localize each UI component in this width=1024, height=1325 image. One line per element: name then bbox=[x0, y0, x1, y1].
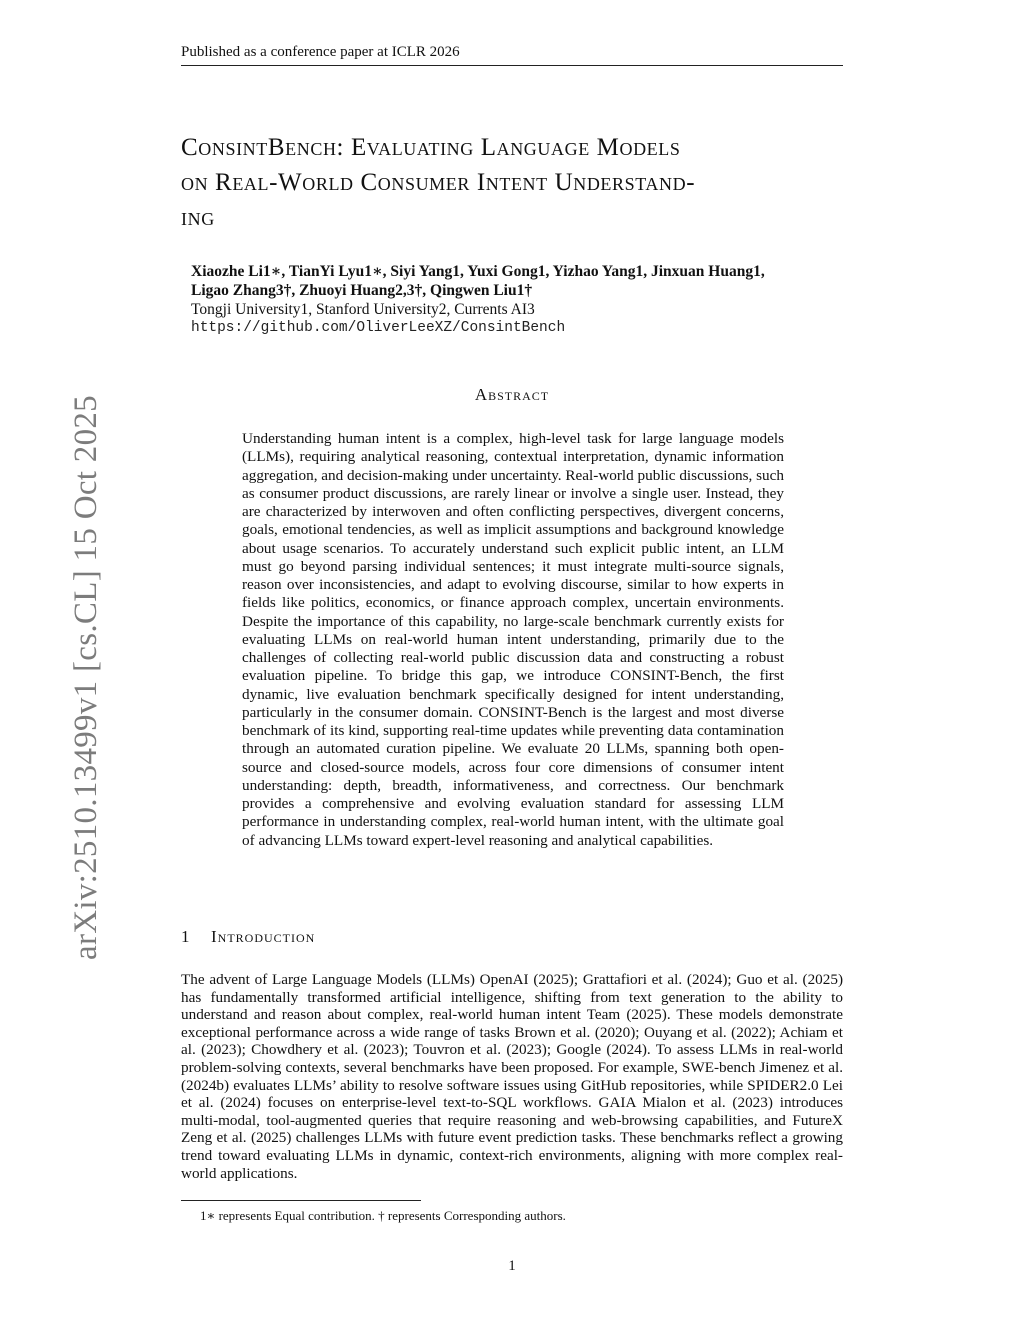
page-number: 1 bbox=[508, 1258, 516, 1274]
section-number: 1 bbox=[181, 927, 191, 946]
title-line-3: ing bbox=[181, 204, 215, 231]
author-line-2: Ligao Zhang3†, Zhuoyi Huang2,3†, Qingwen Liu1† bbox=[191, 282, 533, 299]
introduction-body: The advent of Large Language Models (LLMs) OpenAI (2025); Grattafiori et al. (2024); Guo et al. (2025) has fundamentally transformed artificial intelligence, shifting from text generation to the ability to understand and reason about complex, real-world human intent Team (2025). These models demonstrate exceptional performance across a wide range of tasks Brown et al. (2020); Ouyang et al. (2022); Achiam et al. (2023); Chowdhery et al. (2023); Touvron et al. (2023); Google (2024). To assess LLMs in real-world problem-solving contexts, several benchmarks have been proposed. For example, SWE-bench Jimenez et al. (2024b) evaluates LLMs’ ability to resolve software issues using GitHub repositories, while SPIDER2.0 Lei et al. (2024) focuses on enterprise-level text-to-SQL workflows. GAIA Mialon et al. (2023) introduces multi-modal, tool-augmented queries that require reasoning and web-browsing capabilities, and FutureX Zeng et al. (2025) challenges LLMs with future event prediction tasks. These benchmarks reflect a growing trend toward evaluating LLMs in dynamic, context-rich environments, aligning with more complex real-world applications. bbox=[181, 971, 843, 1182]
affiliations: Tongji University1, Stanford University2, Currents AI3 bbox=[191, 301, 535, 318]
paper-title bbox=[181, 130, 845, 235]
running-header: Published as a conference paper at ICLR 2026 bbox=[181, 44, 843, 66]
title-line-2: on Real-World Consumer Intent Understand- bbox=[181, 169, 696, 196]
section-heading bbox=[181, 927, 315, 947]
author-block bbox=[191, 262, 831, 338]
abstract-body: Understanding human intent is a complex, high-level task for large language models (LLMs), requiring analytical reasoning, contextual interpretation, dynamic information aggregation, and decision-making under uncertainty. Real-world public discussions, such as consumer product discussions, are rarely linear or involve a single user. Instead, they are characterized by interwoven and often conflicting perspectives, divergent concerns, goals, emotional tendencies, as well as implicit assumptions and background knowledge about usage scenarios. To accurately understand such explicit public intent, an LLM must go beyond parsing individual sentences; it must integrate multi-source signals, reason over inconsistencies, and adapt to evolving discourse, similar to how experts in fields like politics, economics, or finance approach complex, uncertain environments. Despite the importance of this capability, no large-scale benchmark currently exists for evaluating LLMs on real-world human intent understanding, primarily due to the challenges of collecting real-world public discussion data and constructing a robust evaluation pipeline. To bridge this gap, we introduce CONSINT-Bench, the first dynamic, live evaluation benchmark specifically designed for intent understanding, particularly in the consumer domain. CONSINT-Bench is the largest and most diverse benchmark of its kind, supporting real-time updates while preventing data contamination through an automated curation pipeline. We evaluate 20 LLMs, spanning both open-source and closed-source models, across four core dimensions of consumer intent understanding: depth, breadth, informativeness, and correctness. Our benchmark provides a comprehensive and evolving evaluation standard for assessing LLM performance in understanding complex, real-world human intent, with the ultimate goal of advancing LLMs toward expert-level reasoning and analytical capabilities. bbox=[242, 430, 784, 849]
arxiv-stamp-text: arXiv:2510.13499v1 [cs.CL] 15 Oct 2025 bbox=[68, 395, 104, 960]
arxiv-stamp bbox=[6, 374, 104, 960]
repo-url[interactable]: https://github.com/OliverLeeXZ/ConsintBench bbox=[191, 320, 566, 336]
author-line-1: Xiaozhe Li1∗, TianYi Lyu1∗, Siyi Yang1, Yuxi Gong1, Yizhao Yang1, Jinxuan Huang1, bbox=[191, 263, 765, 280]
footnote: 1∗ represents Equal contribution. † represents Corresponding authors. bbox=[200, 1208, 566, 1223]
section-title: Introduction bbox=[211, 927, 316, 946]
title-line-1: ConsintBench: Evaluating Language Models bbox=[181, 134, 681, 161]
footnote-divider bbox=[181, 1200, 421, 1201]
abstract-heading: Abstract bbox=[474, 385, 550, 404]
